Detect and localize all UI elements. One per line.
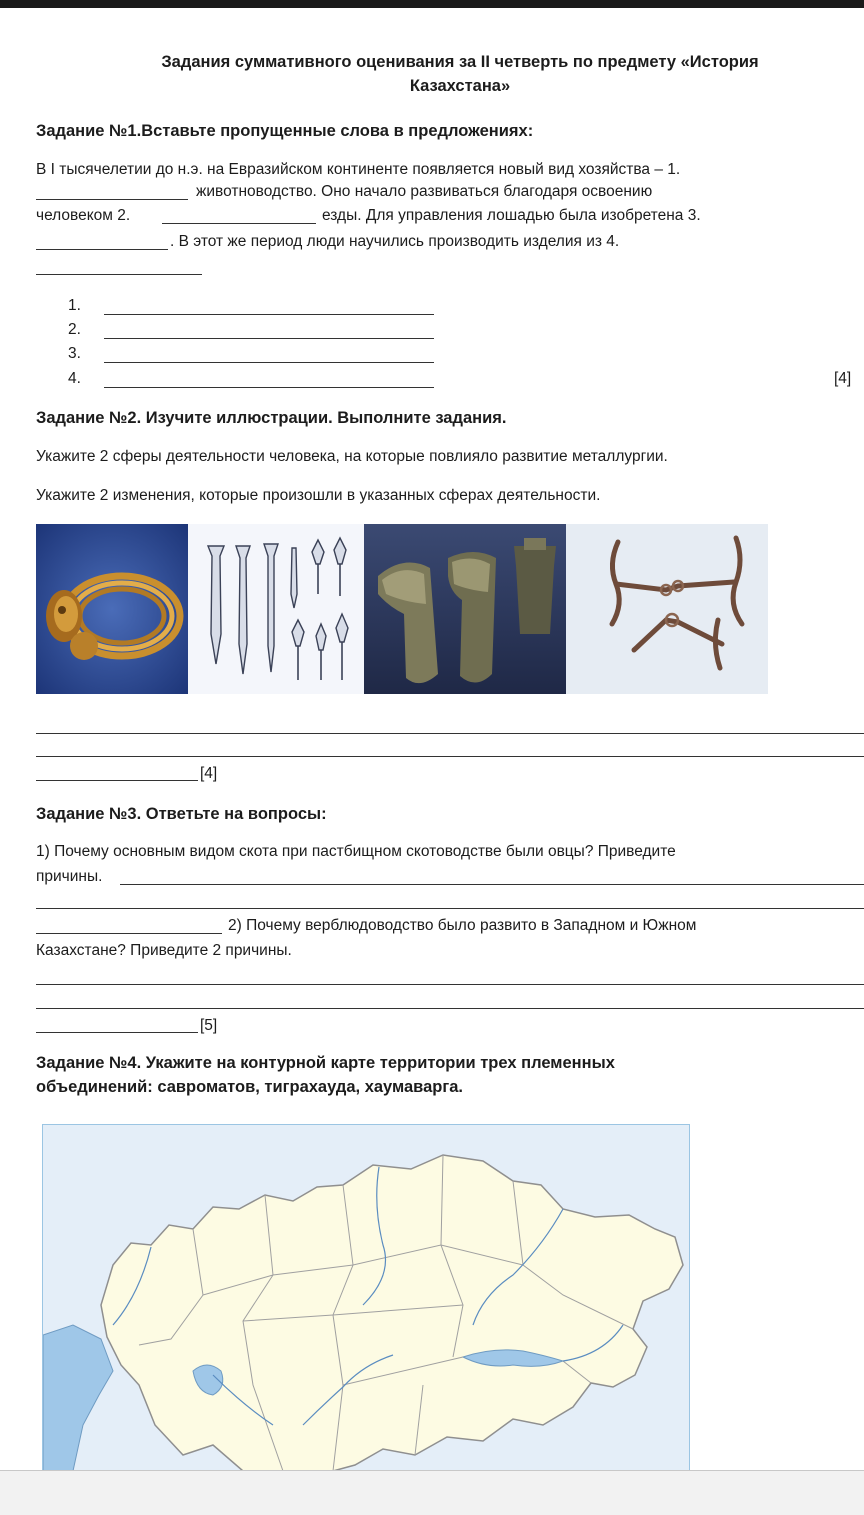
horse-bits-image <box>566 524 768 694</box>
task2-answer-line-1[interactable] <box>36 733 864 734</box>
gold-bracelet-image <box>36 524 188 694</box>
kazakhstan-contour-map[interactable] <box>42 1124 690 1472</box>
answer-line-4[interactable] <box>104 387 434 388</box>
task3-answer-line-5[interactable] <box>36 1008 864 1009</box>
task3-answer-line-3[interactable] <box>36 933 222 934</box>
task3-answer-line-2[interactable] <box>36 908 864 909</box>
task3-heading: Задание №3. Ответьте на вопросы: <box>36 805 327 823</box>
task1-text-line-3a: человеком 2. <box>36 207 131 224</box>
photo-top-edge <box>0 0 864 8</box>
screen-bottom-bar <box>0 1470 864 1515</box>
task3-score: [5] <box>200 1017 218 1034</box>
task3-question-1a: 1) Почему основным видом скота при пастбищном скотоводстве были овцы? Приведите <box>36 843 676 860</box>
answer-number-1: 1. <box>68 297 81 314</box>
title-line-2: Казахстана» <box>409 77 511 95</box>
bronze-weapons-drawing <box>188 524 364 694</box>
task4-heading-line-1: Задание №4. Укажите на контурной карте территории трех племенных <box>36 1054 615 1072</box>
answer-number-2: 2. <box>68 321 81 338</box>
task3-question-2a: 2) Почему верблюдоводство было развито в Западном и Южном <box>228 917 697 934</box>
task2-question-1: Укажите 2 сферы деятельности человека, на которые повлияло развитие металлургии. <box>36 448 668 465</box>
task3-answer-line-4[interactable] <box>36 984 864 985</box>
task1-text-line-3b: езды. Для управления лошадью была изобретена 3. <box>322 207 701 224</box>
answer-number-4: 4. <box>68 370 81 387</box>
task1-text-line-2: животноводство. Оно начало развиваться благодаря освоению <box>196 183 653 200</box>
task1-heading: Задание №1.Вставьте пропущенные слова в предложениях: <box>36 122 534 140</box>
task2-question-2: Укажите 2 изменения, которые произошли в указанных сферах деятельности. <box>36 487 601 504</box>
task1-text-line-4: . В этот же период люди научились производить изделия из 4. <box>170 233 620 250</box>
answer-line-2[interactable] <box>104 338 434 339</box>
blank-1[interactable] <box>36 199 188 200</box>
task2-score: [4] <box>200 765 218 782</box>
task2-answer-line-3[interactable] <box>36 780 198 781</box>
title-line-1: Задания суммативного оценивания за II четверть по предмету «История <box>161 53 759 71</box>
document-title <box>60 50 860 98</box>
task2-heading: Задание №2. Изучите иллюстрации. Выполните задания. <box>36 409 507 427</box>
task3-question-2b: Казахстане? Приведите 2 причины. <box>36 942 292 959</box>
task1-text-line-1: В I тысячелетии до н.э. на Евразийском континенте появляется новый вид хозяйства – 1. <box>36 161 681 178</box>
task3-question-1b: причины. <box>36 868 103 885</box>
blank-3[interactable] <box>36 249 168 250</box>
bronze-axes-image <box>364 524 566 694</box>
answer-line-3[interactable] <box>104 362 434 363</box>
blank-4[interactable] <box>36 274 202 275</box>
answer-line-1[interactable] <box>104 314 434 315</box>
task3-answer-line-1[interactable] <box>120 884 864 885</box>
task2-answer-line-2[interactable] <box>36 756 864 757</box>
blank-2[interactable] <box>162 223 316 224</box>
task4-heading-line-2: объединений: савроматов, тиграхауда, хаумаварга. <box>36 1078 463 1096</box>
task1-score: [4] <box>834 370 852 387</box>
answer-number-3: 3. <box>68 345 81 362</box>
task3-answer-line-6[interactable] <box>36 1032 198 1033</box>
